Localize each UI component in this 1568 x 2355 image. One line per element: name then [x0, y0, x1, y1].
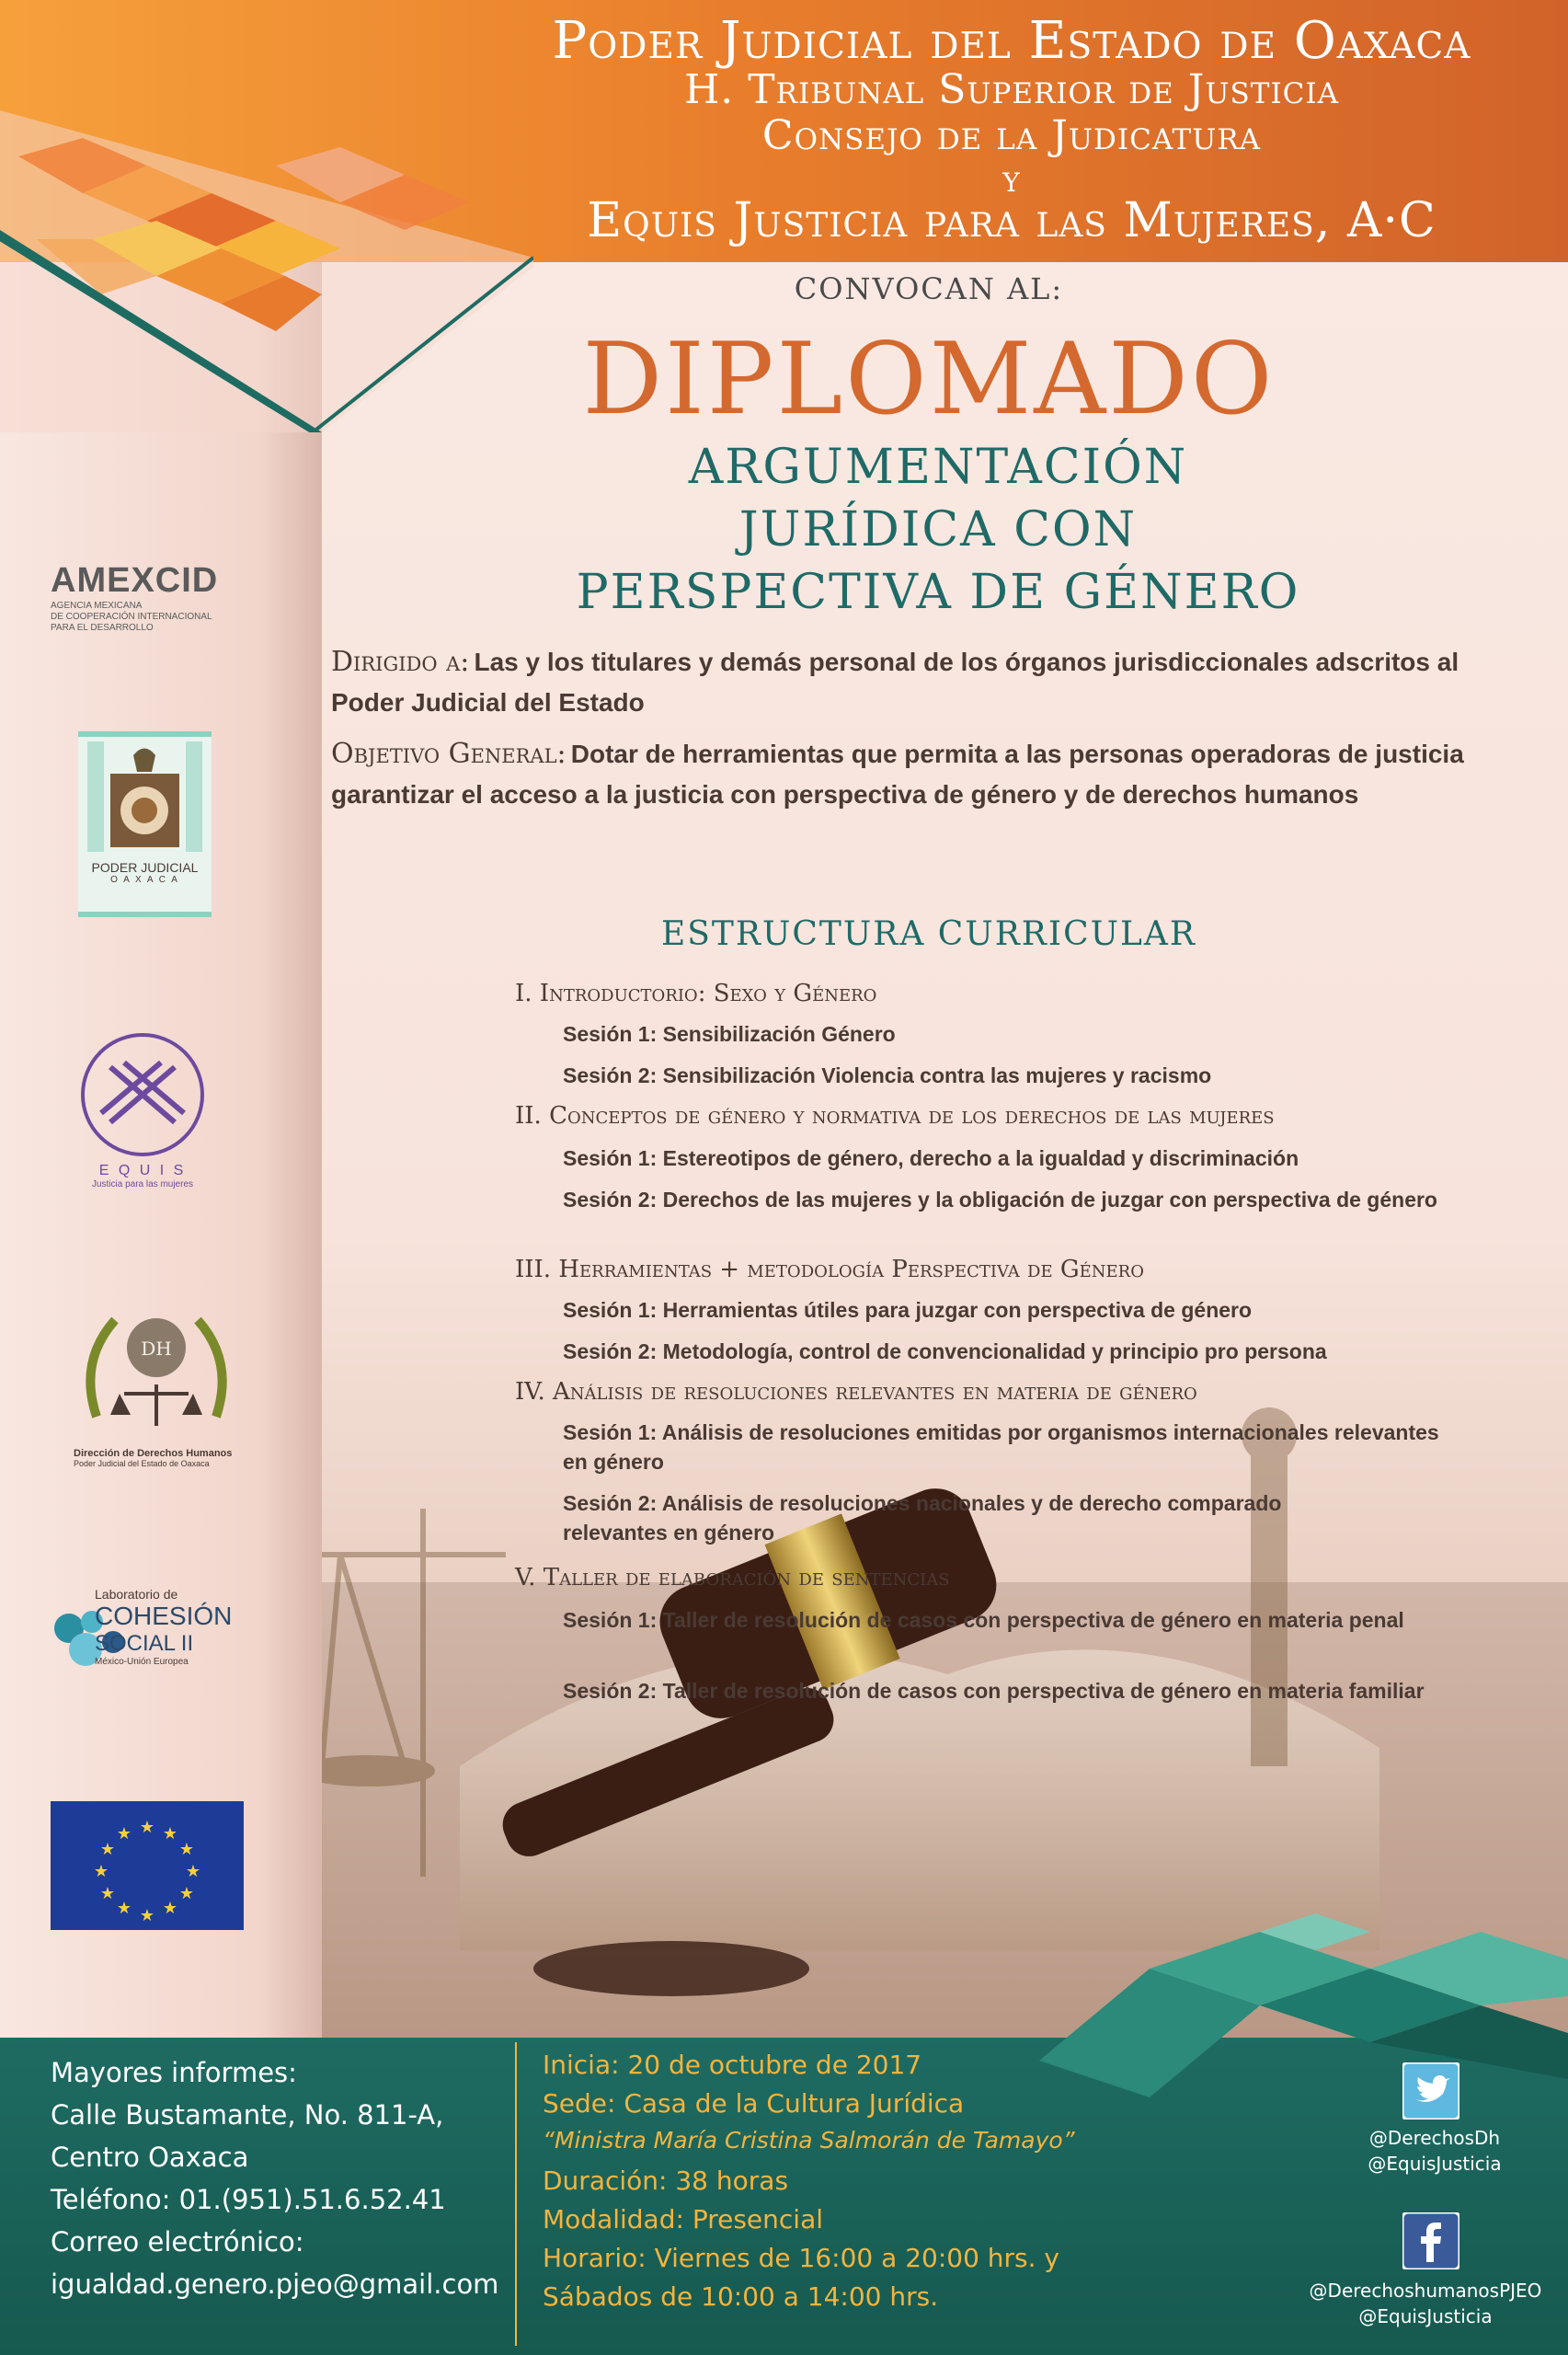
header-line-3: Consejo de la Judicatura: [761, 112, 1262, 159]
footer-geometric-pattern: [1039, 1913, 1568, 2116]
contact-line-2: Calle Bustamante, No. 811-A,: [51, 2099, 444, 2131]
svg-text:★: ★: [99, 1884, 116, 1903]
poder-judicial-label: PODER JUDICIAL: [91, 860, 199, 875]
convocan-label: CONVOCAN AL:: [794, 271, 1064, 306]
amexcid-sub-1: AGENCIA MEXICANA: [51, 601, 143, 611]
facebook-handle-1[interactable]: @DerechoshumanosPJEO: [1309, 2280, 1542, 2302]
svg-text:★: ★: [116, 1824, 132, 1844]
module-5-session-2: Sesión 2: Taller de resolución de casos con perspectiva de género en materia familiar: [563, 1679, 1425, 1703]
svg-text:★: ★: [139, 1906, 155, 1925]
lab-name-1: COHESIÓN: [95, 1602, 233, 1630]
module-5-session-1: Sesión 1: Taller de resolución de casos con perspectiva de género en materia penal: [563, 1608, 1404, 1632]
equis-name: E Q U I S: [98, 1163, 187, 1178]
page-title: DIPLOMADO: [582, 322, 1276, 437]
svg-text:★: ★: [93, 1862, 109, 1881]
dh-subtitle: Poder Judicial del Estado de Oaxaca: [74, 1459, 210, 1468]
dh-name: Dirección de Derechos Humanos: [74, 1448, 233, 1459]
lab-name-2: SOCIAL II: [95, 1631, 194, 1656]
module-3-session-1: Sesión 1: Herramientas útiles para juzgar con perspectiva de género: [563, 1298, 1253, 1322]
twitter-handle-1[interactable]: @DerechosDh: [1368, 2127, 1501, 2149]
oaxaca-label: O A X A C A: [110, 875, 179, 885]
contact-line-5: Correo electrónico:: [51, 2226, 304, 2257]
module-3-title: III. Herramientas + metodología Perspectiva de Género: [515, 1256, 1144, 1283]
derechos-humanos-logo: [74, 1306, 239, 1468]
info-line-6: Horario: Viernes de 16:00 a 20:00 hrs. y: [543, 2243, 1059, 2273]
contact-email[interactable]: igualdad.genero.pjeo@gmail.com: [51, 2269, 499, 2300]
header-line-4: y: [1002, 158, 1021, 201]
subtitle-line-3: PERSPECTIVA DE GÉNERO: [576, 565, 1300, 620]
svg-text:★: ★: [178, 1884, 195, 1903]
info-line-2: Sede: Casa de la Cultura Jurídica: [543, 2088, 965, 2119]
module-2-session-1: Sesión 1: Estereotipos de género, derecho a la igualdad y discriminación: [563, 1146, 1299, 1170]
module-1-session-1: Sesión 1: Sensibilización Género: [563, 1022, 896, 1046]
info-line-1: Inicia: 20 de octubre de 2017: [543, 2050, 922, 2080]
poder-judicial-logo: [78, 731, 212, 917]
facebook-icon[interactable]: [1402, 2212, 1459, 2269]
contact-line-4: Teléfono: 01.(951).51.6.52.41: [51, 2184, 446, 2215]
module-1-title: I. Introductorio: Sexo y Género: [515, 980, 877, 1007]
footer-divider: [515, 2042, 517, 2346]
equis-x-icon: [74, 1030, 212, 1159]
module-2-title: II. Conceptos de género y normativa de los derechos de las mujeres: [515, 1102, 1275, 1130]
objetivo-text: Dotar de herramientas que permita a las personas operadoras de justicia garantizar el acceso a la justicia con perspectiva de género y de derechos humanos: [331, 740, 1464, 809]
module-4-title: IV. Análisis de resoluciones relevantes en materia de género: [515, 1378, 1197, 1406]
info-line-4: Duración: 38 horas: [543, 2165, 789, 2196]
laurel-scales-icon: [74, 1306, 239, 1444]
equis-subtitle: Justicia para las mujeres: [91, 1179, 194, 1189]
cohesion-social-logo: [51, 1587, 271, 1688]
subtitle-line-1: ARGUMENTACIÓN: [688, 440, 1188, 495]
header-line-1: Poder Judicial del Estado de Oaxaca: [552, 11, 1471, 71]
info-line-5: Modalidad: Presencial: [543, 2204, 824, 2234]
curriculum-title: ESTRUCTURA CURRICULAR: [660, 915, 1197, 953]
module-4-session-2: Sesión 2: Análisis de resoluciones nacionales y de derecho comparado relevantes en género: [563, 1491, 1282, 1545]
amexcid-sub-2: DE COOPERACIÓN INTERNACIONAL: [51, 612, 212, 622]
objetivo-label: Objetivo General:: [331, 738, 567, 770]
contact-line-1: Mayores informes:: [51, 2057, 297, 2088]
svg-text:★: ★: [185, 1862, 201, 1881]
header-line-2: H. Tribunal Superior de Justicia: [683, 66, 1340, 113]
svg-text:★: ★: [162, 1899, 178, 1918]
eu-flag-icon: [51, 1801, 244, 1930]
header-geometric-pattern: [0, 110, 533, 432]
module-2-session-2: Sesión 2: Derechos de las mujeres y la obligación de juzgar con perspectiva de género: [563, 1188, 1437, 1212]
twitter-handle-2[interactable]: @EquisJusticia: [1368, 2153, 1502, 2175]
dirigido-paragraph: [331, 644, 1527, 725]
svg-text:★: ★: [139, 1818, 155, 1837]
dirigido-text: Las y los titulares y demás personal de los órganos jurisdiccionales adscritos al Poder Judicial del Estado: [331, 648, 1459, 717]
subtitle-line-2: JURÍDICA CON: [738, 502, 1138, 557]
twitter-icon[interactable]: [1402, 2062, 1459, 2120]
amexcid-name: AMEXCID: [51, 561, 219, 600]
contact-line-3: Centro Oaxaca: [51, 2142, 249, 2173]
amexcid-sub-3: PARA EL DESARROLLO: [51, 623, 154, 633]
svg-text:★: ★: [178, 1840, 195, 1859]
module-1-session-2: Sesión 2: Sensibilización Violencia contra las mujeres y racismo: [563, 1063, 1212, 1087]
amexcid-logo: [51, 561, 290, 634]
svg-text:★: ★: [99, 1840, 116, 1859]
dh-mark: DH: [141, 1338, 172, 1360]
module-4-session-1: Sesión 1: Análisis de resoluciones emitidas por organismos internacionales relevantes en género: [563, 1420, 1439, 1474]
module-3-session-2: Sesión 2: Metodología, control de convencionalidad y principio pro persona: [563, 1339, 1327, 1363]
lab-subtitle: México-Unión Europea: [95, 1657, 189, 1667]
facebook-handle-2[interactable]: @EquisJusticia: [1358, 2305, 1493, 2327]
header-line-5: Equis Justicia para las Mujeres, A·C: [587, 193, 1436, 248]
equis-logo: [74, 1030, 212, 1189]
lab-pre: Laboratorio de: [95, 1587, 178, 1602]
dirigido-label: Dirigido a:: [331, 646, 470, 678]
info-line-3: “Ministra María Cristina Salmorán de Tamayo”: [543, 2127, 1075, 2154]
module-5-title: V. Taller de elaboración de sentencias: [515, 1564, 950, 1591]
objetivo-paragraph: [331, 736, 1527, 817]
coat-of-arms-icon: [78, 737, 212, 856]
svg-text:★: ★: [116, 1899, 132, 1918]
svg-text:★: ★: [162, 1824, 178, 1844]
info-line-7: Sábados de 10:00 a 14:00 hrs.: [543, 2281, 939, 2312]
